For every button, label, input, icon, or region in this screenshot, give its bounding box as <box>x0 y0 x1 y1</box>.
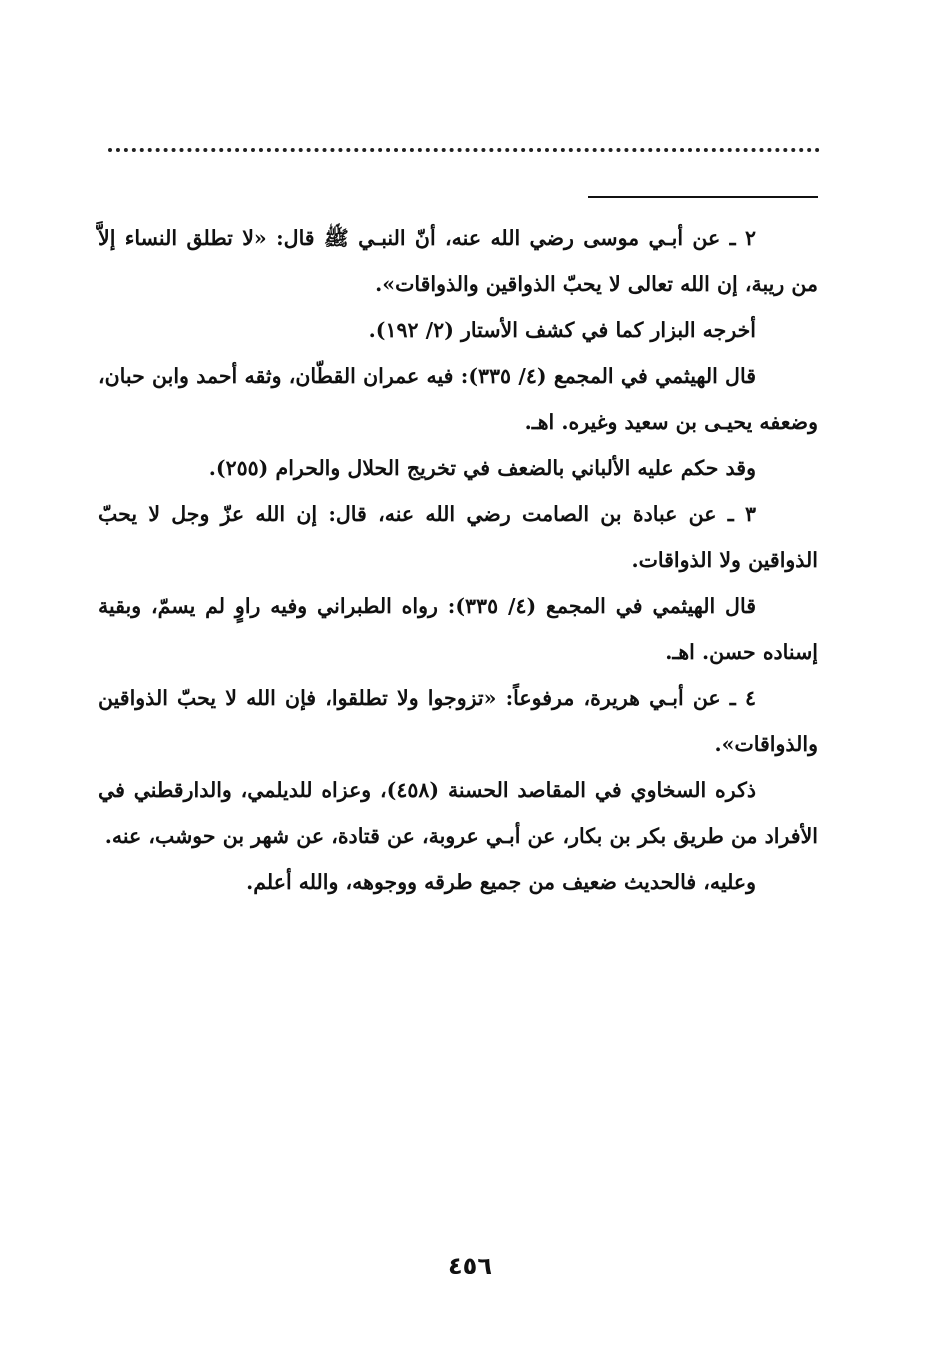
paragraph-hadith-2: ٢ ـ عن أبـي موسى رضي الله عنه، أنّ النبـي ﷺ قال: «لا تطلق النساء إلاَّ من ريبة، إن الله تعالى لا يحبّ الذواقين والذواقات». <box>98 226 818 296</box>
paragraph-takhrij-bazzar: أخرجه البزار كما في كشف الأستار (٢/ ١٩٢). <box>368 318 756 342</box>
paragraph-hadith-3: ٣ ـ عن عبادة بن الصامت رضي الله عنه، قال: إن الله عزّ وجل لا يحبّ الذواقين ولا الذواقات. <box>98 502 818 572</box>
paragraph-sakhawi: ذكره السخاوي في المقاصد الحسنة (٤٥٨)، وعزاه للديلمي، والدارقطني في الأفراد من طريق بكر بن بكار، عن أبـي عروبة، عن قتادة، عن شهر بن حوشب، عنه. <box>98 778 818 848</box>
paragraph-haythami-2: قال الهيثمي في المجمع (٤/ ٣٣٥): رواه الطبراني وفيه راوٍ لم يسمّ، وبقية إسناده حسن. اهـ. <box>98 594 818 664</box>
page-number: ٤٥٦ <box>448 1252 492 1280</box>
paragraph-hadith-4: ٤ ـ عن أبـي هريرة، مرفوعاً: «تزوجوا ولا تطلقوا، فإن الله لا يحبّ الذواقين والذواقات». <box>98 686 818 756</box>
body-text <box>98 215 818 905</box>
paragraph-conclusion: وعليه، فالحديث ضعيف من جميع طرقه ووجوهه، والله أعلم. <box>246 870 756 894</box>
dotted-separator <box>108 148 820 152</box>
paragraph-haythami-1: قال الهيثمي في المجمع (٤/ ٣٣٥): فيه عمران القطّان، وثقه أحمد وابن حبان، وضعفه يحيـى بن سعيد وغيره. اهـ. <box>98 364 818 434</box>
paragraph-albani: وقد حكم عليه الألباني بالضعف في تخريج الحلال والحرام (٢٥٥). <box>208 456 756 480</box>
footnote-rule <box>588 196 818 198</box>
